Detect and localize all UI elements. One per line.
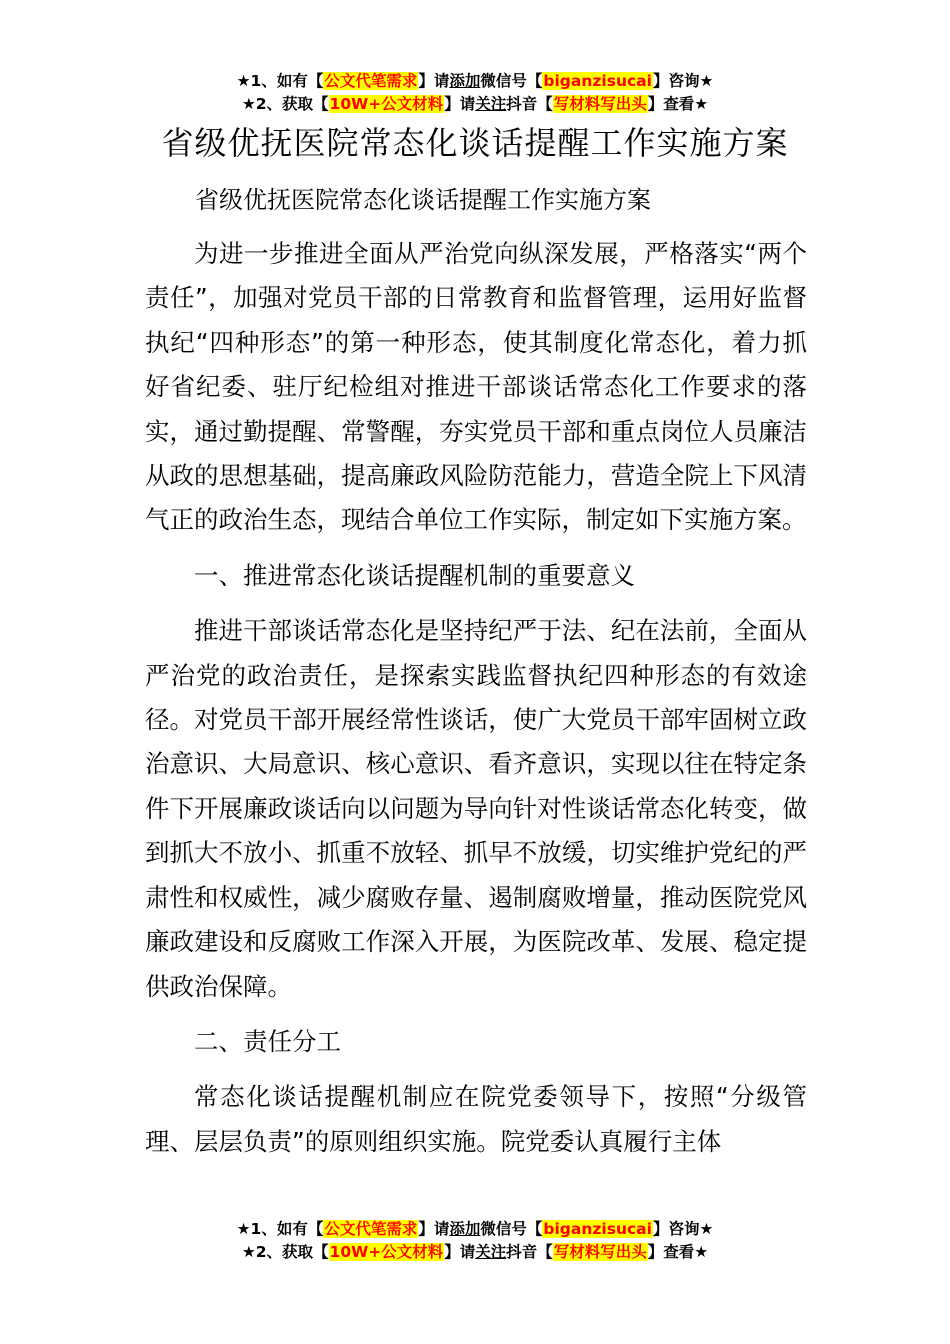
underlined-text: 添加: [449, 1220, 481, 1238]
banner-text: 】请: [418, 1220, 450, 1238]
highlight-service: 公文代笔需求: [324, 72, 418, 90]
banner-text: 】查看★: [647, 1243, 709, 1261]
banner-line-2: [0, 1241, 950, 1264]
highlight-wechat-id: biganzisucai: [543, 1220, 652, 1238]
header-banner: [0, 70, 950, 116]
banner-text: ★2、获取【: [241, 1243, 329, 1261]
document-title: 省级优抚医院常态化谈话提醒工作实施方案: [161, 124, 789, 162]
document-body: [145, 232, 807, 1164]
highlight-wechat-id: biganzisucai: [543, 72, 652, 90]
banner-line-1: [0, 70, 950, 93]
banner-text: ★1、如有【: [236, 72, 324, 90]
banner-line-2: [0, 93, 950, 116]
banner-text: 】请: [418, 72, 450, 90]
banner-text: 】查看★: [647, 95, 709, 113]
banner-text: 】咨询★: [652, 1220, 714, 1238]
banner-text: ★2、获取【: [241, 95, 329, 113]
highlight-materials: 10W+公文材料: [329, 1243, 444, 1261]
highlight-douyin-id: 写材料写出头: [553, 95, 647, 113]
banner-text: ★1、如有【: [236, 1220, 324, 1238]
banner-text: 】请: [444, 95, 476, 113]
body-paragraph: 推进干部谈话常态化是坚持纪严于法、纪在法前，全面从严治党的政治责任，是探索实践监督执纪四种形态的有效途径。对党员干部开展经常性谈话，使广大党员干部牢固树立政治意识、大局意识、核心意识、看齐意识，实现以往在特定条件下开展廉政谈话向以问题为导向针对性谈话常态化转变，做到抓大不放小、抓重不放轻、抓早不放缓，切实维护党纪的严肃性和权威性，减少腐败存量、遏制腐败增量，推动医院党风廉政建设和反腐败工作深入开展，为医院改革、发展、稳定提供政治保障。: [145, 616, 807, 1001]
section-heading-1: 一、推进常态化谈话提醒机制的重要意义: [194, 560, 635, 590]
document-subtitle: 省级优抚医院常态化谈话提醒工作实施方案: [195, 186, 651, 214]
highlight-materials: 10W+公文材料: [329, 95, 444, 113]
body-paragraph: 常态化谈话提醒机制应在院党委领导下，按照“分级管理、层层负责”的原则组织实施。院党委认真履行主体: [145, 1082, 807, 1156]
banner-text: 】请: [444, 1243, 476, 1261]
highlight-douyin-id: 写材料写出头: [553, 1243, 647, 1261]
underlined-text: 关注: [475, 1243, 507, 1261]
banner-line-1: [0, 1218, 950, 1241]
banner-text: 抖音【: [506, 95, 553, 113]
body-paragraph: 为进一步推进全面从严治党向纵深发展，严格落实“两个责任”，加强对党员干部的日常教育和监督管理，运用好监督执纪“四种形态”的第一种形态，使其制度化常态化，着力抓好省纪委、驻厅纪检组对推进干部谈话常态化工作要求的落实，通过勤提醒、常警醒，夯实党员干部和重点岗位人员廉洁从政的思想基础，提高廉政风险防范能力，营造全院上下风清气正的政治生态，现结合单位工作实际，制定如下实施方案。: [145, 239, 807, 535]
banner-text: 微信号【: [480, 1220, 543, 1238]
highlight-service: 公文代笔需求: [324, 1220, 418, 1238]
banner-text: 】咨询★: [652, 72, 714, 90]
underlined-text: 添加: [449, 72, 481, 90]
footer-banner: [0, 1218, 950, 1264]
banner-text: 抖音【: [506, 1243, 553, 1261]
underlined-text: 关注: [475, 95, 507, 113]
banner-text: 微信号【: [480, 72, 543, 90]
section-heading-2: 二、责任分工: [194, 1026, 341, 1056]
